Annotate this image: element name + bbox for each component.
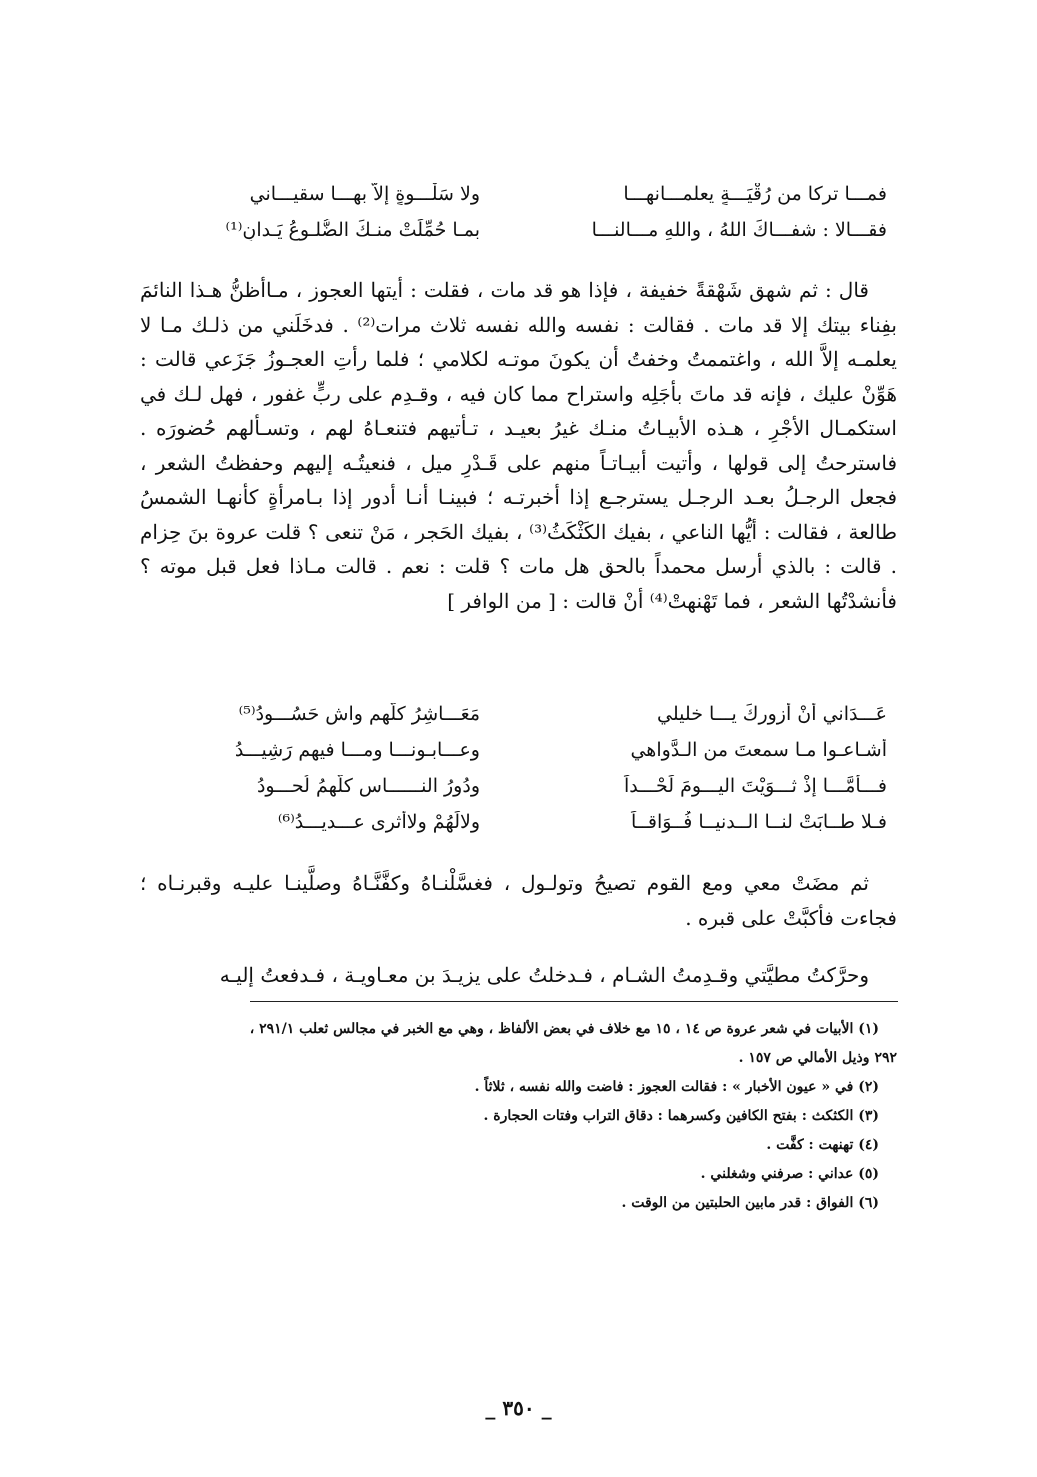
verse-block-top	[150, 176, 887, 248]
verse-first-hemistich: فـــأمَّـــا إذْ ثـــوَيْتَ اليـــومَ لَحْـــداً	[624, 775, 887, 797]
verse-second-hemistich: ودُورُ النــــــاسِ كلُّهمُ لُحـــودُ	[256, 775, 480, 797]
verse-first-hemistich: أشـاعـوا مـا سمعتَ من الـدَّواهي	[630, 739, 887, 761]
verse-block-middle	[150, 696, 887, 840]
verse-row	[150, 176, 887, 212]
footnotes	[140, 1015, 897, 1218]
paragraph-text: ثم مضَتْ معي ومع القوم تصيحُ وتولـول ، فغسَّلْنـاهُ وكفَّنَّـاهُ وصلَّينـا عليـه وقبرنـاه ؛ فجاءت فأكبَّتْ على قبره .	[140, 871, 897, 930]
prose-paragraph-3	[140, 958, 897, 993]
verse-first-hemistich: فـلا طــابَتْ لنــا الــدنيــا فُــوَاقــاً	[630, 811, 887, 833]
footnote-4: (٤) تهنهت : كفَّت .	[766, 1137, 879, 1153]
verse-second-hemistich: ولالَهُمْ ولاأثرى عـــديـــدُ⁽⁶⁾	[277, 811, 480, 833]
verse-second-hemistich: ولا سَلْـــوةٍ إلاَّ بهـــا سقيـــاني	[249, 183, 480, 205]
verse-row	[150, 696, 887, 732]
verse-row	[150, 804, 887, 840]
verse-second-hemistich: مَعَـــاشِرُ كلُّهم واشٍ حَسُـــودُ⁽⁵⁾	[238, 703, 480, 725]
footnote-2: (٢) في « عيون الأخبار » : فقالت العجوز : فاضت والله نفسه ، ثلاثاً .	[474, 1079, 879, 1095]
paragraph-text: وحرَّكتُ مطيَّتي وقـدِمتُ الشـام ، فـدخلتُ على يزيـدَ بن معـاويـة ، فـدفعتُ إليـه	[219, 963, 869, 987]
footnote-6: (٦) الفواق : قدر مابين الحلبتين من الوقت .	[621, 1195, 879, 1211]
prose-paragraph-1	[140, 273, 897, 618]
verse-row	[150, 768, 887, 804]
footnote-3: (٣) الكثكث : بفتح الكافين وكسرهما : دقاق التراب وفتات الحجارة .	[483, 1108, 879, 1124]
verse-second-hemistich: بمـا حُمِّلَتْ منـكَ الضُّلـوعُ يَـدانِ⁽¹⁾	[225, 219, 480, 241]
page-number: _ ٣٥٠ _	[485, 1396, 552, 1420]
footnote-1: (١) الأبيات في شعر عروة ص ١٤ ، ١٥ مع خلاف في بعض الألفاظ ، وهي مع الخبر في مجالس ثعلب ٢٩١/١ ،	[249, 1021, 879, 1037]
footnote-5: (٥) عداني : صرفني وشغلني .	[700, 1166, 879, 1182]
verse-first-hemistich: فمـــا تركا من رُقْيَـــةٍ يعلمـــانهـــا	[623, 183, 887, 205]
footnote-separator	[250, 1001, 898, 1002]
verse-first-hemistich: فقـــالا : شفـــاكَ اللهُ ، واللهِ مـــالنـــا	[591, 219, 887, 241]
verse-second-hemistich: وعـــابـونـــا ومـــا فيهم رَشِيـــدُ	[234, 739, 480, 761]
prose-paragraph-2	[140, 866, 897, 935]
verse-first-hemistich: عَـــدَاني أنْ أزوركَ يـــا خليلي	[657, 703, 887, 725]
paragraph-text: قال : ثم شهق شَهْقةً خفيفة ، فإذا هو قد مات ، فقلت : أيتها العجوز ، مـاأظنُّ هـذا النائمَ بفِناء بيتك إلا قد مات . فقالت : نفسه والله نفسه ثلاث مرات⁽²⁾ . فدخَلَني من ذلـك مـا لا يعلمـه إلاَّ الله ، واغتممتُ وخفتُ أن يكونَ موتـه لكلامي ؛ فلما رأتِ العجـوزُ جَزَعي قالت : هَوِّنْ عليك ، فإنه قد ماتَ بأجَلِه واستراح مما كان فيه ، وقـدِم على ربٍّ غفور ، فهل لـك في استكمـال الأجْرِ ، هـذه الأبيـاتُ منـك غيرُ بعيـد ، تـأتيهم فتنعـاهُ لهم ، وتسـألهم حُضورَه . فاسترحتُ إلى قولها ، وأتيت أبيـاتـاً منهم على قَـدْرِ ميل ، فنعيتُـه إليهم وحفظتُ الشعر ، فجعل الرجـلُ بعـد الرجـل يسترجـع إذا أخبرتـه ؛ فبينـا أنـا أدور إذا بـامرأةٍ كأنهـا الشمسُ طالعة ، فقالت : أيُّها الناعي ، بفيك الكَثْكَثُ⁽³⁾ ، بفيك الحَجر ، مَنْ تنعى ؟ قلت عروة بنَ حِزام . قالت : بالذي أرسل محمداً بالحق هل مات ؟ قلت : نعم . قالت مـاذا فعل قبل موته ؟ فأنشدْتُها الشعر ، فما تَهْنهتْ⁽⁴⁾ أنْ قالت : [ من الوافر ]	[140, 278, 897, 613]
verse-row	[150, 732, 887, 768]
verse-row	[150, 212, 887, 248]
footnote-1-continued: ٢٩٢ وذيل الأمالي ص ١٥٧ .	[738, 1050, 897, 1066]
